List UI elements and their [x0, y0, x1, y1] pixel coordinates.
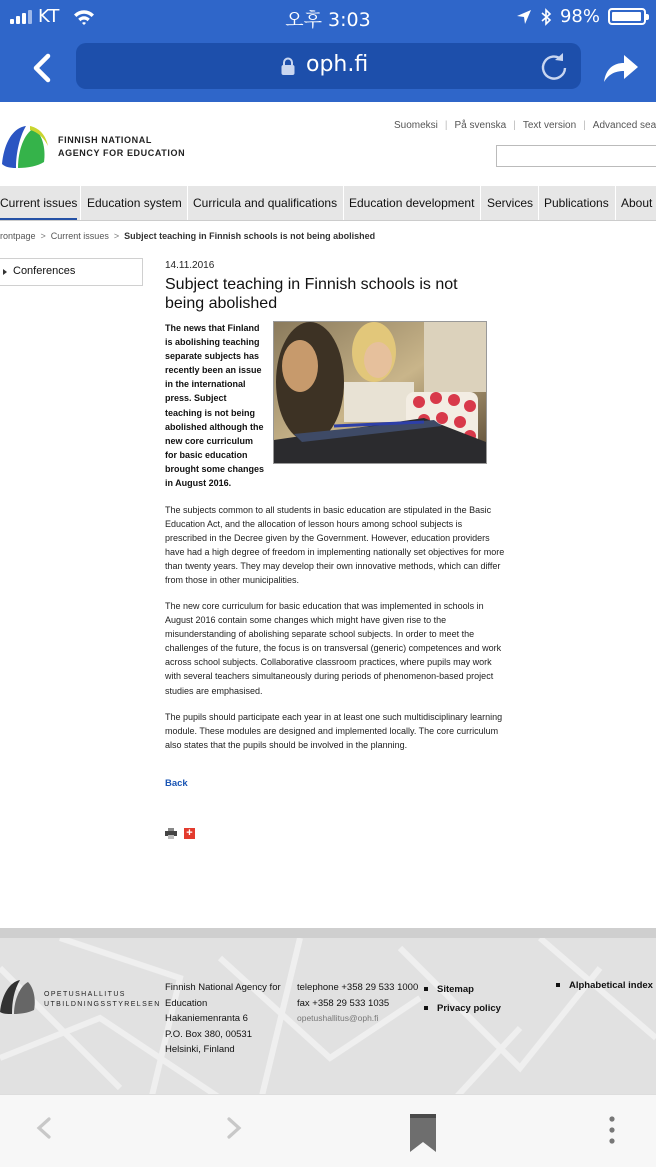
- print-icon[interactable]: [165, 828, 177, 839]
- address-field[interactable]: [76, 43, 581, 89]
- footer-email-link[interactable]: opetushallitus@oph.fi: [297, 1013, 379, 1023]
- footer-link-alphabetical-index[interactable]: Alphabetical index: [556, 980, 653, 991]
- footer-fax: fax +358 29 533 1035: [297, 997, 390, 1009]
- status-bar: [0, 0, 656, 36]
- lang-link-suomeksi[interactable]: Suomeksi: [394, 120, 438, 131]
- battery-icon: [608, 8, 646, 25]
- footer-links: [424, 980, 501, 1018]
- more-icon[interactable]: [604, 1113, 620, 1147]
- nav-publications[interactable]: Publications: [544, 196, 609, 210]
- article-paragraph: The subjects common to all students in basic education are stipulated in the Basic Education Act, and the allocation of lesson hours among school subjects is prescribed in the Decree given by the Government. However, education providers have had a high degree of freedom in implementing nationally set objectives for more than twenty years. They may develop their own innovative methods, which can differ from those in other municipalities.: [165, 505, 505, 586]
- agency-logo-text: FINNISH NATIONAL AGENCY FOR EDUCATION: [58, 135, 186, 158]
- triangle-right-icon: [3, 269, 7, 275]
- article-paragraph: The pupils should participate each year in at least one such multidisciplinary learning module. These modules are designed and implemented locally. The core curriculum also states that the pupils should be involved in the planning.: [165, 712, 503, 751]
- lang-link-svenska[interactable]: På svenska: [454, 120, 507, 131]
- site-footer: [0, 928, 656, 1094]
- main-navigation: [0, 186, 656, 221]
- article-paragraph: The new core curriculum for basic education that was implemented in schools in August 2016 contain some changes which might have given rise to the misunderstanding of abolishing separate school subjects. In order to meet the challenges of the future, the focus is on transversal (generic) competences and work across school subjects. Collaborative classroom practices, where pupils may work with several teachers simultaneously during periods of phenomenon-based project studies are emphasised.: [165, 601, 502, 696]
- clock: 오후 3:03: [285, 9, 371, 31]
- reload-icon[interactable]: [539, 51, 569, 81]
- nav-forward-icon[interactable]: [224, 1113, 244, 1143]
- nav-education-development[interactable]: Education development: [349, 196, 475, 210]
- footer-logo-text: OPETUSHALLITUS UTBILDNINGSSTYRELSEN: [44, 991, 161, 1008]
- bookmark-icon[interactable]: [409, 1113, 437, 1153]
- sidebar-item-label: Conferences: [13, 265, 76, 277]
- location-icon: [516, 9, 532, 25]
- article-date: 14.11.2016: [165, 260, 215, 271]
- back-chevron-icon[interactable]: [26, 50, 62, 86]
- article-photo: [273, 321, 487, 464]
- text-version-link[interactable]: Text version: [522, 120, 577, 131]
- opetushallitus-logo-icon: [0, 976, 38, 1016]
- advanced-search-link[interactable]: Advanced sea: [592, 120, 656, 131]
- nav-services[interactable]: Services: [487, 196, 534, 210]
- add-icon[interactable]: +: [184, 828, 195, 839]
- breadcrumb: rontpage > Current issues > Subject teaching in Finnish schools is not being abolished: [0, 231, 376, 241]
- sidebar-item-conferences[interactable]: [0, 258, 143, 286]
- browser-url-bar: [0, 36, 656, 102]
- nav-back-icon[interactable]: [34, 1113, 54, 1143]
- carrier-label: KT: [38, 6, 60, 27]
- footer-link-sitemap[interactable]: Sitemap: [424, 980, 501, 999]
- back-link[interactable]: Back: [165, 778, 188, 789]
- bluetooth-icon: [540, 8, 552, 26]
- article-title: Subject teaching in Finnish schools is not being abolished: [165, 276, 458, 312]
- footer-link-privacy[interactable]: Privacy policy: [424, 999, 501, 1018]
- agency-logo-icon[interactable]: [0, 122, 50, 172]
- footer-telephone: telephone +358 29 533 1000: [297, 982, 419, 993]
- footer-address: Finnish National Agency for Education Hakaniemenranta 6 P.O. Box 380, 00531 Helsinki, Finland: [165, 982, 281, 1055]
- search-input[interactable]: [496, 145, 656, 167]
- lock-icon: [280, 57, 296, 76]
- breadcrumb-current-page: Subject teaching in Finnish schools is not being abolished: [124, 231, 376, 241]
- nav-about[interactable]: About: [621, 196, 653, 210]
- battery-percent: 98%: [559, 6, 600, 27]
- article-lead: The news that Finland is abolishing teaching separate subjects has recently been an issue in the international press. Subject teaching is not being abolished although the new core curriculum for basic education brought some changes in August 2016.: [165, 321, 505, 490]
- share-icon[interactable]: [600, 48, 640, 88]
- footer-contact: [297, 980, 418, 1027]
- language-links: Suomeksi | På svenska | Text version | Advanced sea: [394, 120, 656, 131]
- url-host: oph.fi: [306, 52, 369, 77]
- breadcrumb-frontpage[interactable]: rontpage: [0, 231, 36, 241]
- nav-education-system[interactable]: Education system: [87, 196, 182, 210]
- browser-toolbar: [0, 1094, 656, 1167]
- nav-curricula[interactable]: Curricula and qualifications: [193, 196, 338, 210]
- nav-current-issues[interactable]: Current issues: [0, 186, 77, 220]
- breadcrumb-current-issues[interactable]: Current issues: [50, 231, 109, 241]
